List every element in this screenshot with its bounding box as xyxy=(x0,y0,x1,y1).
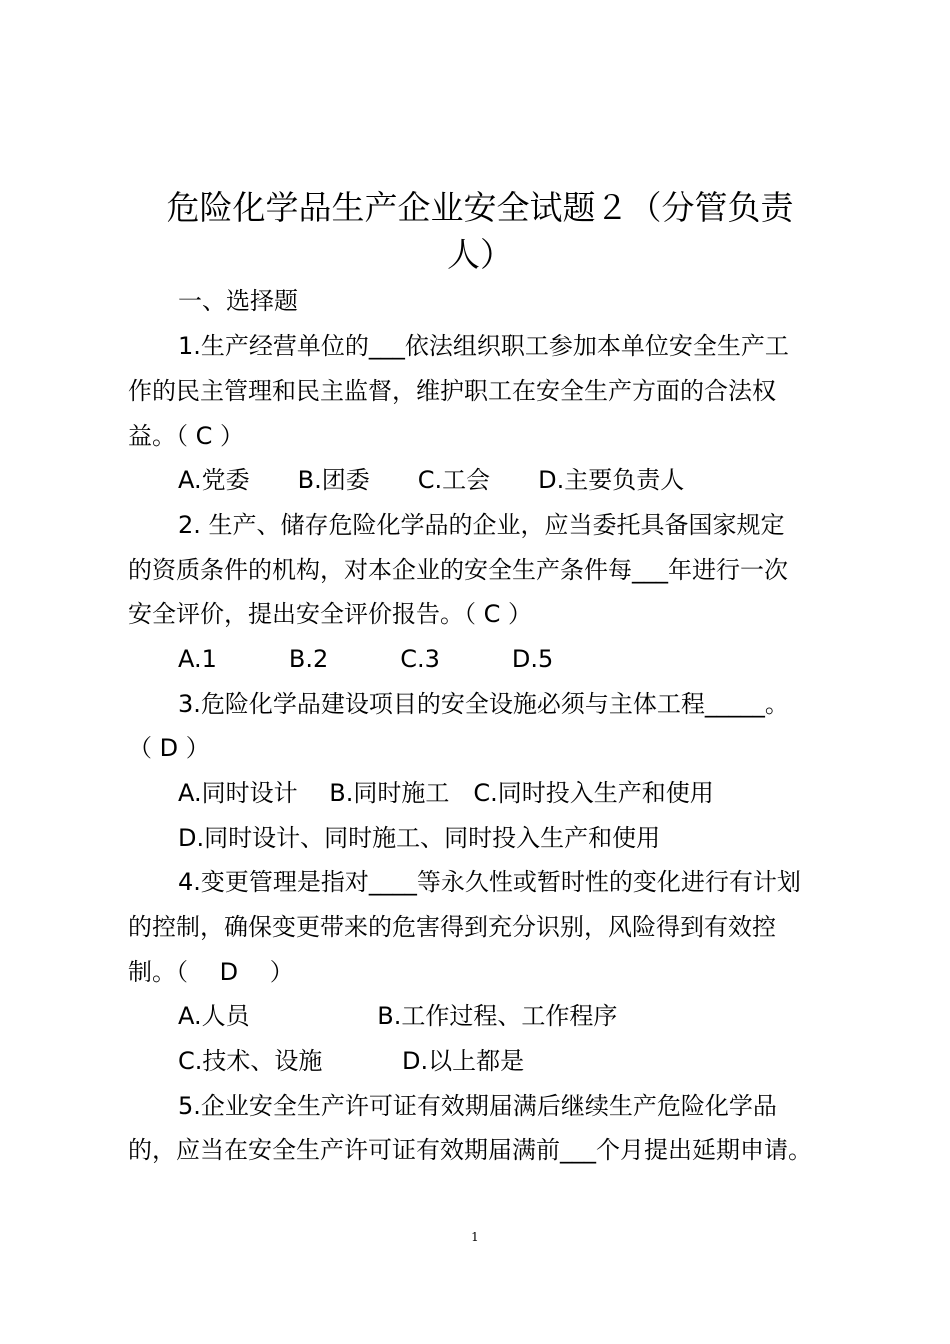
question-3-options-2: D.同时设计、同时施工、同时投入生产和使用 xyxy=(178,824,661,852)
section-heading: 一、选择题 xyxy=(178,287,298,315)
question-2-line-1: 2. 生产、储存危险化学品的企业，应当委托具备国家规定 xyxy=(178,511,785,539)
question-3-line-2: （ D ） xyxy=(128,734,210,762)
question-1-options: A.党委 B.团委 C.工会 D.主要负责人 xyxy=(178,466,685,494)
question-4-options-2: C.技术、设施 D.以上都是 xyxy=(178,1047,525,1075)
question-5-line-1: 5.企业安全生产许可证有效期届满后继续生产危险化学品 xyxy=(178,1092,777,1120)
question-1-line-2: 作的民主管理和民主监督，维护职工在安全生产方面的合法权 xyxy=(128,377,776,405)
page-number: 1 xyxy=(471,1230,479,1244)
question-2-line-2: 的资质条件的机构，对本企业的安全生产条件每___年进行一次 xyxy=(128,556,788,584)
question-4-options-1: A.人员 B.工作过程、工作程序 xyxy=(178,1002,618,1030)
question-1-line-3: 益。（ C ） xyxy=(128,422,245,450)
question-4-line-2: 的控制，确保变更带来的危害得到充分识别，风险得到有效控 xyxy=(128,913,776,941)
document-title-line-1: 危险化学品生产企业安全试题２（分管负责 xyxy=(166,188,794,227)
question-3-options-1: A.同时设计 B.同时施工 C.同时投入生产和使用 xyxy=(178,779,714,807)
question-1-line-1: 1.生产经营单位的___依法组织职工参加本单位安全生产工 xyxy=(178,332,789,360)
question-4-line-3: 制。（ D ） xyxy=(128,958,294,986)
question-5-line-2: 的，应当在安全生产许可证有效期届满前___个月提出延期申请。 xyxy=(128,1136,812,1164)
question-3-line-1: 3.危险化学品建设项目的安全设施必须与主体工程_____。 xyxy=(178,690,789,718)
question-4-line-1: 4.变更管理是指对____等永久性或暂时性的变化进行有计划 xyxy=(178,868,801,896)
question-2-line-3: 安全评价，提出安全评价报告。（ C ） xyxy=(128,600,533,628)
question-2-options: A.1 B.2 C.3 D.5 xyxy=(178,645,554,673)
document-title-line-2: 人） xyxy=(447,235,513,274)
